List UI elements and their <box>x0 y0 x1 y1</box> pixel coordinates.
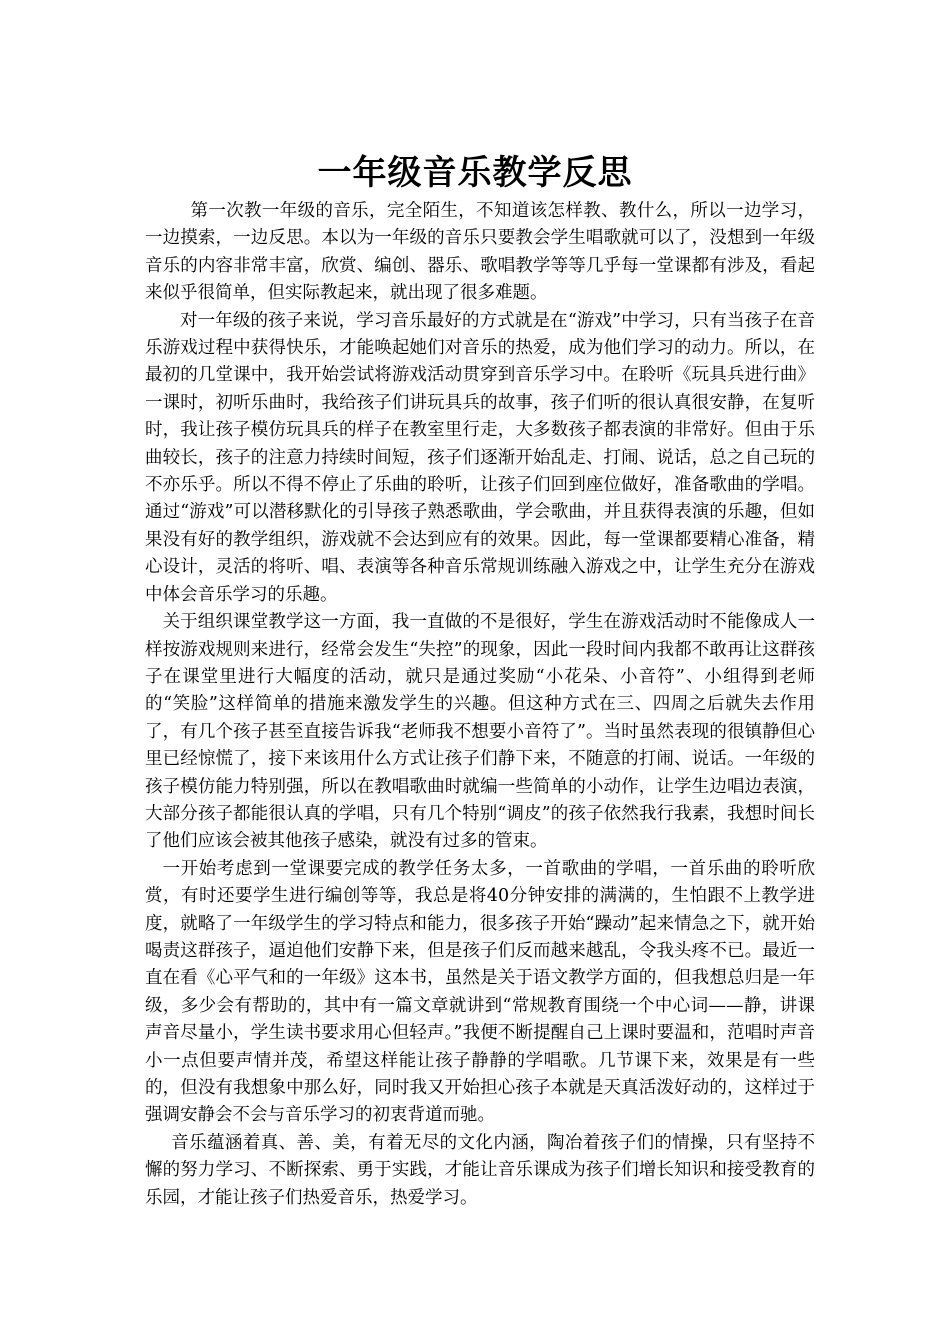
paragraph-4: 一开始考虑到一堂课要完成的教学任务太多，一首歌曲的学唱，一首乐曲的聆听欣赏，有时还要学生进行编创等等，我总是将40分钟安排的满满的，生怕跟不上教学进度，就略了一年级学生的学习特点和能力，很多孩子开始“躁动”起来情急之下，就开始喝责这群孩子，逼迫他们安静下来，但是孩子们反而越来越乱，令我头疼不已。最近一直在看《心平气和的一年级》这本书，虽然是关于语文教学方面的，但我想总归是一年级，多少会有帮助的，其中有一篇文章就讲到“常规教育围绕一个中心词——静，讲课声音尽量小，学生读书要求用心但轻声。”我便不断提醒自己上课时要温和，范唱时声音小一点但要声情并茂，希望这样能让孩子静静的学唱歌。几节课下来，效果是有一些的，但没有我想象中那么好，同时我又开始担心孩子本就是天真活泼好动的，这样过于强调安静会不会与音乐学习的初衷背道而驰。 <box>145 858 815 1126</box>
paragraph-1: 第一次教一年级的音乐，完全陌生，不知道该怎样教、教什么，所以一边学习，一边摸索，一边反思。本以为一年级的音乐只要教会学生唱歌就可以了，没想到一年级音乐的内容非常丰富，欣赏、编创、器乐、歌唱教学等等几乎每一堂课都有涉及，看起来似乎很简单，但实际教起来，就出现了很多难题。 <box>145 201 815 304</box>
paragraph-3: 关于组织课堂教学这一方面，我一直做的不是很好，学生在游戏活动时不能像成人一样按游戏规则来进行，经常会发生“失控”的现象，因此一段时间内我都不敢再让这群孩子在课堂里进行大幅度的活动，就只是通过奖励“小花朵、小音符”、小组得到老师的“笑脸”这样简单的措施来激发学生的兴趣。但这种方式在三、四周之后就失去作用了，有几个孩子甚至直接告诉我“老师我不想要小音符了”。当时虽然表现的很镇静但心里已经惊慌了，接下来该用什么方式让孩子们静下来，不随意的打闹、说话。一年级的孩子模仿能力特别强，所以在教唱歌曲时就编一些简单的小动作，让学生边唱边表演，大部分孩子都能很认真的学唱，只有几个特别“调皮”的孩子依然我行我素，我想时间长了他们应该会被其他孩子感染，就没有过多的管束。 <box>145 612 815 852</box>
paragraph-2: 对一年级的孩子来说，学习音乐最好的方式就是在“游戏”中学习，只有当孩子在音乐游戏过程中获得快乐，才能唤起她们对音乐的热爱，成为他们学习的动力。所以，在最初的几堂课中，我开始尝试将游戏活动贯穿到音乐学习中。在聆听《玩具兵进行曲》一课时，初听乐曲时，我给孩子们讲玩具兵的故事，孩子们听的很认真很安静，在复听时，我让孩子模仿玩具兵的样子在教室里行走，大多数孩子都表演的非常好。但由于乐曲较长，孩子的注意力持续时间短，孩子们逐渐开始乱走、打闹、说话，总之自己玩的不亦乐乎。所以不得不停止了乐曲的聆听，让孩子们回到座位做好，准备歌曲的学唱。通过“游戏”可以潜移默化的引导孩子熟悉歌曲，学会歌曲，并且获得表演的乐趣，但如果没有好的教学组织，游戏就不会达到应有的效果。因此，每一堂课都要精心准备，精心设计，灵活的将听、唱、表演等各种音乐常规训练融入游戏之中，让学生充分在游戏中体会音乐学习的乐趣。 <box>145 310 815 605</box>
document-title: 一年级音乐教学反思 <box>317 152 633 193</box>
paragraph-5: 音乐蕴涵着真、善、美，有着无尽的文化内涵，陶冶着孩子们的情操，只有坚持不懈的努力学习、不断探索、勇于实践，才能让音乐课成为孩子们增长知识和接受教育的乐园，才能让孩子们热爱音乐，热爱学习。 <box>145 1132 815 1208</box>
document-body <box>145 198 815 1212</box>
